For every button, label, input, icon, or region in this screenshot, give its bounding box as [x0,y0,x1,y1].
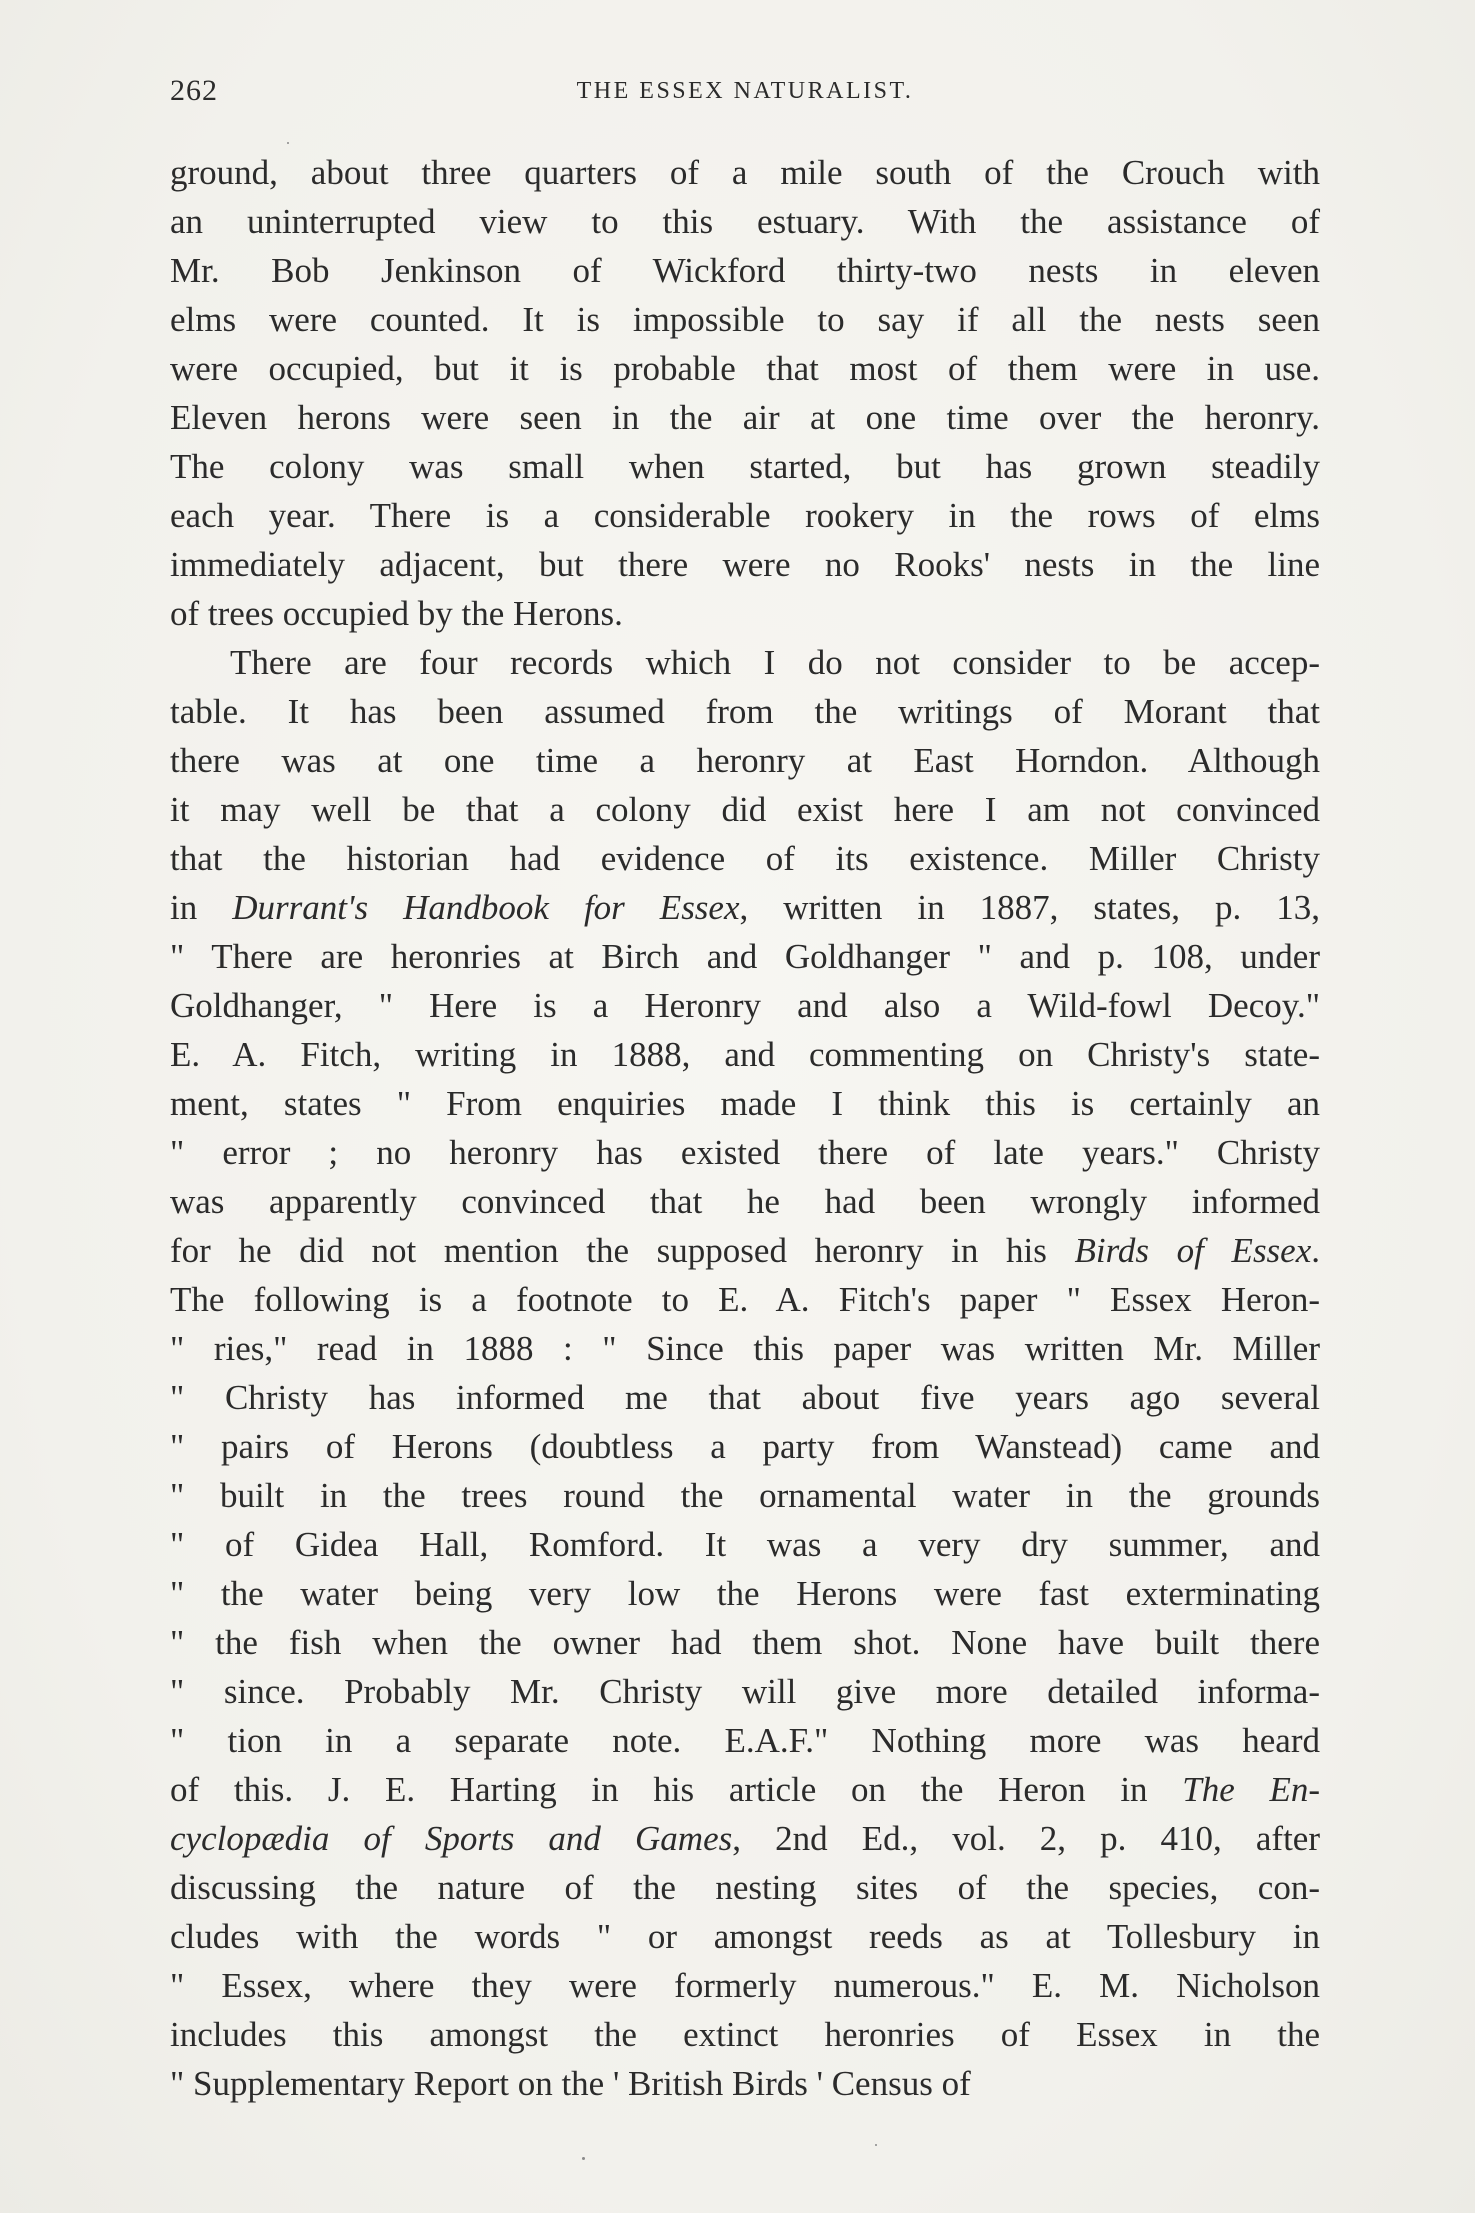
text-line: table. It has been assumed from the writings of Morant that [170,692,1320,731]
text-line: " of Gidea Hall, Romford. It was a very dry summer, and [170,1525,1320,1564]
text-segment: , written in 1887, states, p. 13, [739,888,1320,927]
text-segment: of this. J. E. Harting in his article on the Heron in [170,1770,1183,1809]
text-line: " built in the trees round the ornamental water in the grounds [170,1476,1320,1515]
text-line: Mr. Bob Jenkinson of Wickford thirty-two nests in eleven [170,251,1320,290]
text-segment: for he did not mention the supposed heronry in his [170,1231,1075,1270]
page-header [170,74,1320,114]
text-line: " Christy has informed me that about five years ago several [170,1378,1320,1417]
text-line: " There are heronries at Birch and Goldhanger " and p. 108, under [170,937,1320,976]
text-line [170,1814,1320,1863]
text-line [170,883,1320,932]
text-line: there was at one time a heronry at East Horndon. Although [170,741,1320,780]
text-line: was apparently convinced that he had been wrongly informed [170,1182,1320,1221]
text-line: each year. There is a considerable rookery in the rows of elms [170,496,1320,535]
text-line: ment, states " From enquiries made I think this is certainly an [170,1084,1320,1123]
text-line: " Essex, where they were formerly numerous." E. M. Nicholson [170,1966,1320,2005]
page-number: 262 [170,74,218,107]
italic-title: The En- [1182,1770,1320,1809]
running-title: THE ESSEX NATURALIST. [576,78,914,104]
text-line: elms were counted. It is impossible to say if all the nests seen [170,300,1320,339]
text-line: The colony was small when started, but has grown steadily [170,447,1320,486]
body-text [170,148,1320,2108]
text-line: Goldhanger, " Here is a Heronry and also a Wild-fowl Decoy." [170,986,1320,1025]
italic-title: Birds of Essex [1074,1231,1312,1270]
text-line [170,1765,1320,1814]
text-line: cludes with the words " or amongst reeds as at Tollesbury in [170,1917,1320,1956]
text-line: The following is a footnote to E. A. Fitch's paper " Essex Heron- [170,1280,1320,1319]
text-segment: . [1311,1231,1320,1270]
text-line: were occupied, but it is probable that most of them were in use. [170,349,1320,388]
italic-title: Durrant's Handbook for Essex [232,888,740,927]
text-line: " error ; no heronry has existed there of late years." Christy [170,1133,1320,1172]
text-line: " Supplementary Report on the ' British Birds ' Census of [170,2064,971,2103]
italic-title: cyclopædia of Sports and Games [170,1819,733,1858]
text-line: Eleven herons were seen in the air at one time over the heronry. [170,398,1320,437]
paper-speck [287,142,289,144]
text-line: of trees occupied by the Herons. [170,594,623,633]
text-line: " ries," read in 1888 : " Since this paper was written Mr. Miller [170,1329,1320,1368]
text-line: There are four records which I do not consider to be accep- [230,643,1320,682]
text-line: immediately adjacent, but there were no Rooks' nests in the line [170,545,1320,584]
text-segment: in [170,888,233,927]
text-line: includes this amongst the extinct heronries of Essex in the [170,2015,1320,2054]
text-line [170,1226,1320,1275]
paper-speck [582,2157,585,2160]
text-line: discussing the nature of the nesting sites of the species, con- [170,1868,1320,1907]
text-line: an uninterrupted view to this estuary. With the assistance of [170,202,1320,241]
text-line: that the historian had evidence of its existence. Miller Christy [170,839,1320,878]
text-line: " tion in a separate note. E.A.F." Nothing more was heard [170,1721,1320,1760]
text-line: E. A. Fitch, writing in 1888, and commenting on Christy's state- [170,1035,1320,1074]
text-line: " the fish when the owner had them shot. None have built there [170,1623,1320,1662]
text-segment: , 2nd Ed., vol. 2, p. 410, after [732,1819,1320,1858]
text-line: ground, about three quarters of a mile south of the Crouch with [170,153,1320,192]
text-line: " pairs of Herons (doubtless a party from Wanstead) came and [170,1427,1320,1466]
text-line: " since. Probably Mr. Christy will give more detailed informa- [170,1672,1320,1711]
paper-speck [875,2144,877,2146]
text-line: " the water being very low the Herons were fast exterminating [170,1574,1320,1613]
text-line: it may well be that a colony did exist here I am not convinced [170,790,1320,829]
